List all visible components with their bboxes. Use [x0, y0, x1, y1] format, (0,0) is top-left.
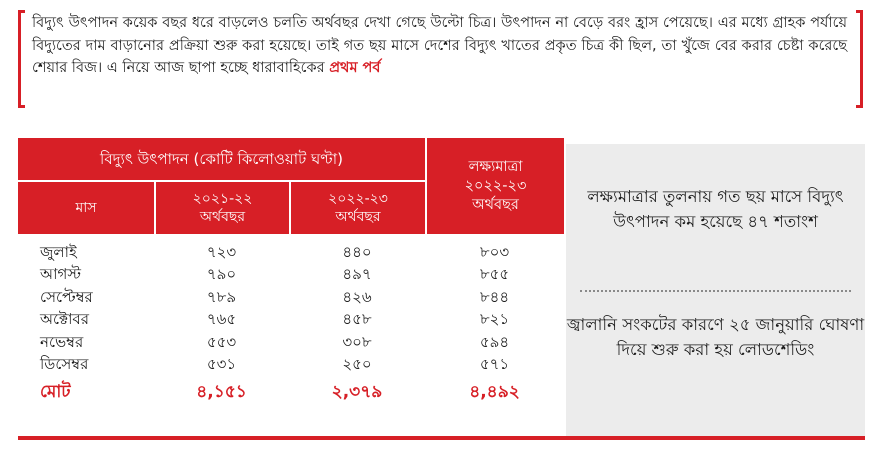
- total-fy2: ২,৩৭৯: [331, 382, 383, 402]
- target-header-text: লক্ষ্যমাত্রা ২০২২-২৩ অর্থবছর: [464, 158, 527, 213]
- generation-header: বিদ্যুৎ উৎপাদন (কোটি কিলোওয়াট ঘণ্টা): [18, 138, 425, 180]
- side-panel: [566, 144, 865, 440]
- total-row: [18, 379, 564, 407]
- fy2-header: [291, 182, 425, 234]
- fy1-header: [156, 182, 289, 234]
- cell-fy1: ৭৬৫: [206, 310, 237, 329]
- table-row: [18, 332, 564, 355]
- total-target: ৪,৪৯২: [469, 382, 520, 402]
- bottom-rule: [18, 436, 865, 440]
- cell-month: নভেম্বর: [40, 332, 84, 351]
- cell-fy1: ৫৩১: [206, 355, 237, 374]
- side-note-shortfall: লক্ষ্যমাত্রার তুলনায় গত ছয় মাসে বিদ্যুৎ উৎপাদন কম হয়েছে ৪৭ শতাংশ: [587, 187, 844, 231]
- cell-target: ৮৫৫: [479, 265, 510, 284]
- side-note-loadshedding: জ্বালানি সংকটের কারণে ২৫ জানুয়ারি ঘোষণা দিয়ে শুরু করা হয় লোডশেডিং: [566, 315, 865, 359]
- intro-highlight: প্রথম পর্ব: [329, 60, 381, 76]
- table-row: [18, 242, 564, 265]
- right-bracket: [856, 10, 863, 108]
- cell-fy2: ৪২৬: [342, 287, 372, 306]
- table-row: [18, 310, 564, 333]
- cell-fy2: ৪৯৭: [342, 265, 372, 284]
- cell-fy2: ৪৫৮: [342, 310, 372, 329]
- cell-month: সেপ্টেম্বর: [40, 287, 93, 306]
- intro-body: বিদ্যুৎ উৎপাদন কয়েক বছর ধরে বাড়লেও চলতি অর্থবছর দেখা গেছে উল্টো চিত্র। উৎপাদন না বেড়ে বরং হ্রাস পেয়েছে। এর মধ্যে গ্রাহক পর্যায়ে বিদ্যুতের দাম বাড়ানোর প্রক্রিয়া শুরু করা হয়েছে। তাই গত ছয় মাসে দেশের বিদ্যুৎ খাতের প্রকৃত চিত্র কী ছিল, তা খুঁজে বের করার চেষ্টা করেছে শেয়ার বিজ। এ নিয়ে আজ ছাপা হচ্ছে ধারাবাহিকের: [32, 15, 847, 76]
- total-fy1: ৪,১৫১: [196, 382, 247, 402]
- cell-target: ৮৪৪: [479, 287, 510, 306]
- cell-month: আগস্ট: [40, 265, 81, 284]
- cell-fy1: ৫৫৩: [206, 332, 237, 351]
- left-bracket: [18, 10, 25, 108]
- dotted-divider: [580, 290, 851, 292]
- table-row: [18, 287, 564, 310]
- fy2-header-text: ২০২২-২৩ অর্থবছর: [328, 191, 388, 225]
- cell-fy2: ৩০৮: [342, 332, 372, 351]
- fy1-header-text: ২০২১-২২ অর্থবছর: [192, 191, 253, 225]
- cell-fy1: ৭২৩: [206, 242, 237, 261]
- target-header: [427, 138, 564, 234]
- cell-fy1: ৭৮৯: [206, 287, 237, 306]
- cell-month: ডিসেম্বর: [40, 355, 89, 374]
- cell-month: জুলাই: [40, 242, 77, 261]
- table-body: [18, 242, 564, 407]
- table-row: [18, 355, 564, 378]
- intro-block: [18, 8, 863, 110]
- cell-target: ৮২১: [479, 310, 510, 329]
- month-header: মাস: [18, 182, 154, 234]
- cell-target: ৫৭১: [479, 355, 510, 374]
- total-label: মোট: [40, 382, 71, 402]
- table-row: [18, 265, 564, 288]
- cell-fy1: ৭৯০: [206, 265, 237, 284]
- generation-table: [18, 138, 865, 440]
- cell-month: অক্টোবর: [40, 310, 90, 329]
- cell-fy2: ২৫০: [342, 355, 372, 374]
- cell-fy2: ৪৪০: [342, 242, 372, 261]
- cell-target: ৮০৩: [479, 242, 510, 261]
- cell-target: ৫৯৪: [479, 332, 510, 351]
- intro-paragraph: [32, 12, 847, 80]
